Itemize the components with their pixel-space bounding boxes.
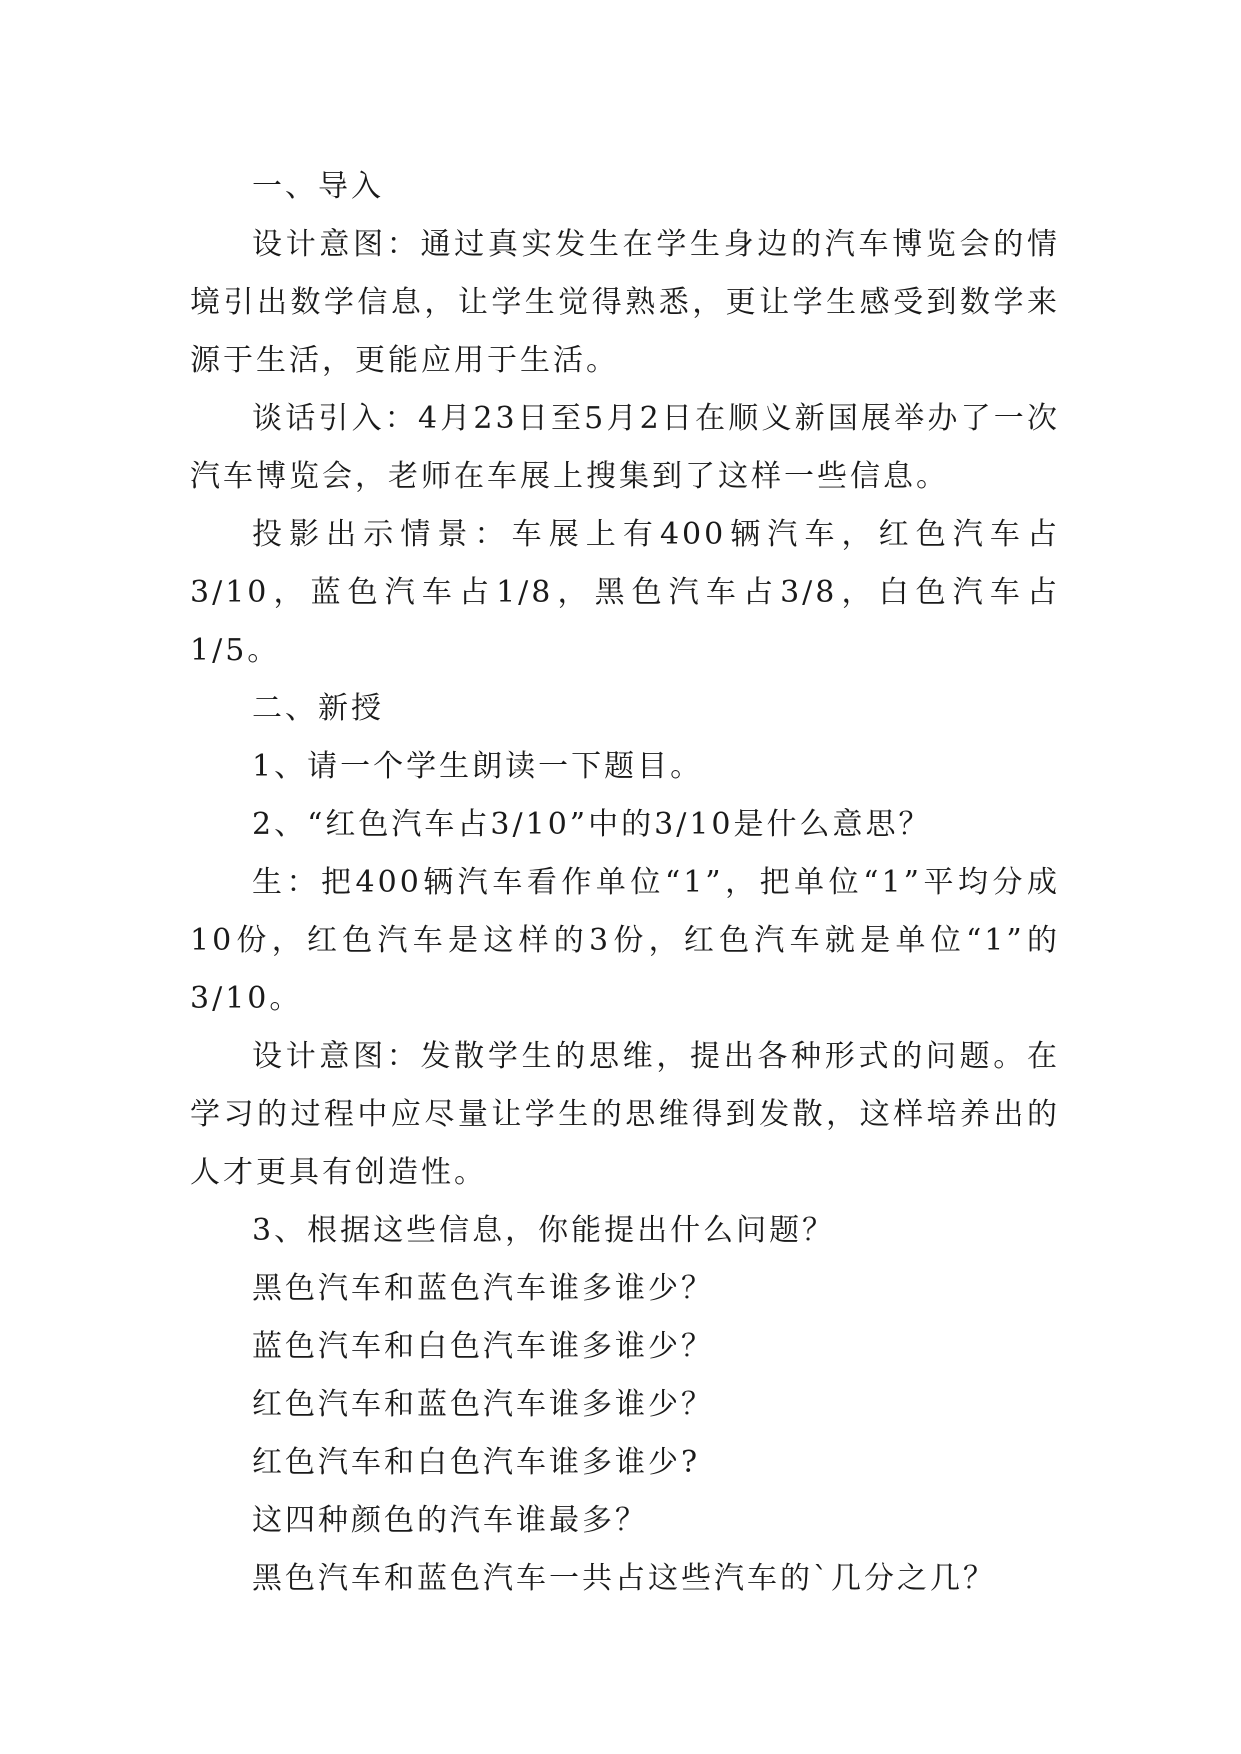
paragraph-step-1: 1、请一个学生朗读一下题目。 bbox=[252, 749, 704, 784]
question-item: 这四种颜色的汽车谁最多？ bbox=[252, 1503, 648, 1538]
paragraph-projection-scenario: 投影出示情景：车展上有400辆汽车，红色汽车占3/10，蓝色汽车占1/8，黑色汽车占3/8，白色汽车占1/5。 bbox=[190, 517, 1060, 668]
paragraph-step-2: 2、“红色汽车占3/10”中的3/10是什么意思？ bbox=[252, 807, 932, 842]
question-item: 蓝色汽车和白色汽车谁多谁少？ bbox=[252, 1329, 714, 1364]
section-heading-intro: 一、导入 bbox=[252, 169, 384, 204]
paragraph-step-3: 3、根据这些信息，你能提出什么问题？ bbox=[252, 1213, 836, 1248]
paragraph-conversation-intro: 谈话引入：4月23日至5月2日在顺义新国展举办了一次汽车博览会，老师在车展上搜集到了这样一些信息。 bbox=[190, 401, 1060, 494]
paragraph-design-intent-2: 设计意图：发散学生的思维，提出各种形式的问题。在学习的过程中应尽量让学生的思维得到发散，这样培养出的人才更具有创造性。 bbox=[190, 1039, 1060, 1190]
question-item: 黑色汽车和蓝色汽车谁多谁少？ bbox=[252, 1271, 714, 1306]
question-item: 黑色汽车和蓝色汽车一共占这些汽车的`几分之几？ bbox=[252, 1561, 996, 1596]
paragraph-design-intent-1: 设计意图：通过真实发生在学生身边的汽车博览会的情境引出数学信息，让学生觉得熟悉，更让学生感受到数学来源于生活，更能应用于生活。 bbox=[190, 227, 1060, 378]
document-body bbox=[190, 158, 1060, 1608]
section-heading-new-lesson: 二、新授 bbox=[252, 691, 384, 726]
paragraph-student-answer: 生：把400辆汽车看作单位“1”，把单位“1”平均分成10份，红色汽车是这样的3份，红色汽车就是单位“1”的3/10。 bbox=[190, 865, 1060, 1016]
question-item: 红色汽车和蓝色汽车谁多谁少？ bbox=[252, 1387, 714, 1422]
question-item: 红色汽车和白色汽车谁多谁少? bbox=[252, 1445, 701, 1480]
